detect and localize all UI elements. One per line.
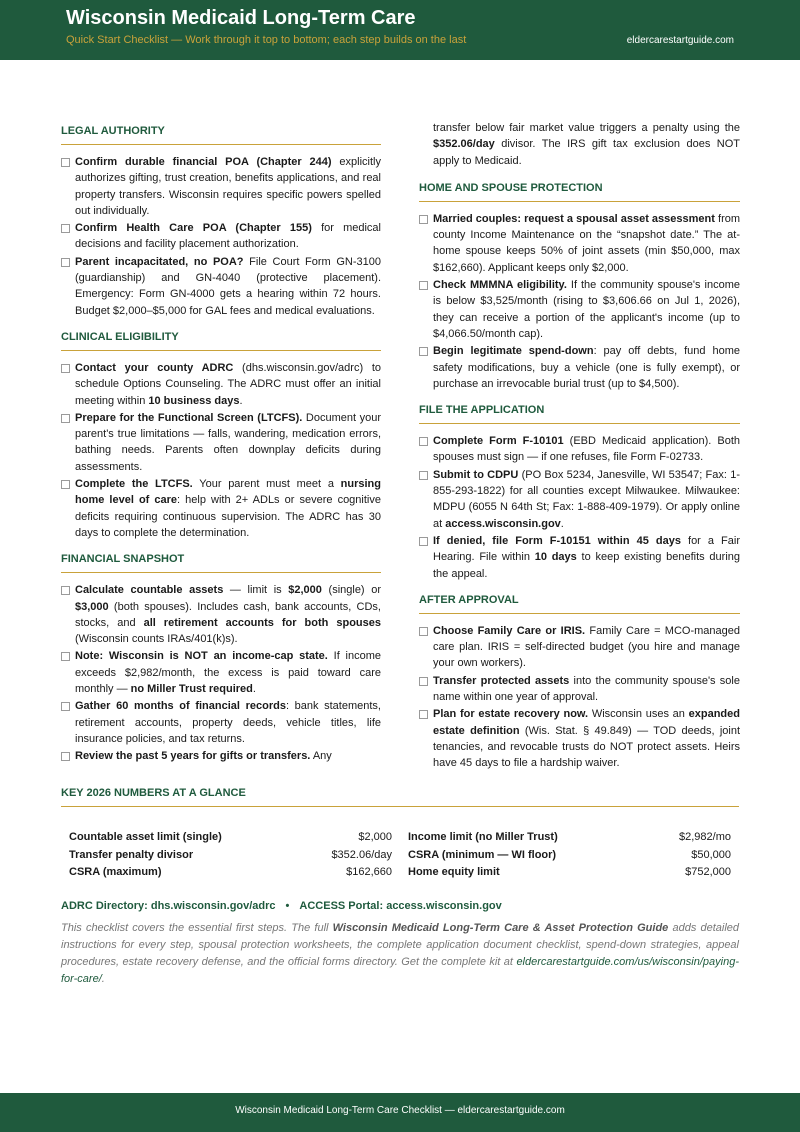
key-number-value: $50,000 bbox=[691, 848, 731, 861]
section-title-after-approval: AFTER APPROVAL bbox=[419, 589, 740, 614]
checklist-item bbox=[419, 277, 740, 342]
page-footer bbox=[0, 1093, 800, 1132]
key-number-value: $2,000 bbox=[358, 831, 392, 843]
item-text: for a Fair Hearing. File within bbox=[433, 534, 740, 564]
item-text: — limit is bbox=[223, 584, 289, 597]
item-bold-text: $352.06/day bbox=[433, 138, 495, 151]
key-number-label: Home equity limit bbox=[408, 866, 500, 878]
item-bold-text: Submit to CDPU bbox=[433, 468, 519, 481]
key-number-value: $2,982/mo bbox=[679, 831, 731, 843]
item-text: If the community spouse's income is below $3,525/month (rising to $3,606.66 on Jul 1, 2026), they can receive a portion of the applicant's income (up to $4,066.50/month cap). bbox=[433, 279, 740, 340]
checklist-item bbox=[61, 476, 381, 541]
key-number-label: CSRA (minimum — WI floor) bbox=[408, 848, 557, 861]
checkbox-icon[interactable] bbox=[419, 471, 428, 480]
item-text: transfer below fair market value triggers a penalty using the bbox=[433, 122, 740, 134]
checklist-item bbox=[419, 533, 740, 582]
item-bold-text: no Miller Trust required bbox=[130, 683, 253, 696]
item-bold-text: all retirement accounts for both spouses bbox=[143, 616, 381, 629]
item-bold-text: Married couples: request a spousal asset assessment bbox=[433, 212, 715, 225]
item-bold-text: Check MMMNA eligibility. bbox=[433, 279, 567, 292]
item-bold-text: 10 days bbox=[534, 551, 577, 564]
checkbox-icon[interactable] bbox=[419, 215, 428, 224]
footer-text: Wisconsin Medicaid Long-Term Care Checklist — eldercarestartguide.com bbox=[235, 1105, 565, 1116]
note-text: . bbox=[101, 973, 105, 985]
key-numbers-section bbox=[61, 782, 739, 882]
checklist-item bbox=[61, 410, 381, 475]
checkbox-icon[interactable] bbox=[61, 752, 70, 761]
item-bold-text: access.wisconsin.gov bbox=[445, 517, 561, 530]
item-text: : help with 2+ ADLs or severe cognitive deficits requiring continuous supervision. The ADRC has 30 days to complete the determination. bbox=[75, 494, 381, 539]
item-text: File Court Form GN-3100 (guardianship) and GN-4040 (protective placement). Emergency: Form GN-4000 gets a hearing within 72 hours. Budget $2,000–$5,000 for GAL fees and medical evaluations. bbox=[75, 255, 381, 317]
key-number-value: $752,000 bbox=[685, 866, 731, 878]
key-number-label: Transfer penalty divisor bbox=[69, 848, 194, 861]
checklist-item bbox=[419, 211, 740, 276]
checklist-item bbox=[419, 623, 740, 672]
checkbox-icon[interactable] bbox=[419, 347, 428, 356]
item-bold-text: Complete the LTCFS. bbox=[75, 478, 193, 491]
checkbox-icon[interactable] bbox=[61, 480, 70, 489]
item-text: for medical decisions and facility placement authorization. bbox=[75, 222, 381, 251]
item-text: Your parent must meet a bbox=[192, 478, 341, 491]
item-bold-text: Plan for estate recovery now. bbox=[433, 708, 589, 721]
checkbox-icon[interactable] bbox=[61, 586, 70, 595]
resource-links bbox=[61, 900, 502, 912]
key-numbers-table bbox=[61, 807, 739, 882]
item-bold-text: nursing home level of care bbox=[75, 478, 381, 507]
key-number-row bbox=[69, 847, 392, 865]
checkbox-icon[interactable] bbox=[419, 281, 428, 290]
item-text: : bank statements, retirement accounts, property deeds, vehicle titles, life insurance policies, and tax returns. bbox=[75, 700, 381, 745]
item-text: . bbox=[252, 683, 256, 696]
item-text: (dhs.wisconsin.gov/adrc) to schedule Options Counseling. The ADRC must offer an initial meeting within bbox=[75, 361, 381, 407]
item-text: : pay off debts, fund home safety modifications, buy a vehicle (one is fully exempt), or purchase an irrevocable burial trust (up to $4,500). bbox=[433, 345, 740, 390]
checkbox-icon[interactable] bbox=[61, 364, 70, 373]
item-bold-text: Parent incapacitated, no POA? bbox=[75, 255, 244, 268]
access-portal-link[interactable]: ACCESS Portal: access.wisconsin.gov bbox=[299, 900, 502, 912]
section-title-key-numbers: KEY 2026 NUMBERS AT A GLANCE bbox=[61, 782, 739, 807]
item-text: (both spouses). Includes cash, bank accounts, CDs, stocks, and bbox=[75, 600, 381, 629]
key-number-row bbox=[408, 847, 731, 865]
section-title-home-spouse: HOME AND SPOUSE PROTECTION bbox=[419, 177, 740, 202]
checklist-item bbox=[419, 467, 740, 532]
item-bold-text: Review the past 5 years for gifts or transfers. bbox=[75, 750, 311, 763]
checkbox-icon[interactable] bbox=[419, 710, 428, 719]
item-bold-text: If denied, file Form F-10151 within 45 days bbox=[433, 534, 681, 547]
item-bold-text: Contact your county ADRC bbox=[75, 361, 234, 374]
page-subtitle: Quick Start Checklist — Work through it top to bottom; each step builds on the last bbox=[66, 34, 467, 46]
key-number-label: Countable asset limit (single) bbox=[69, 831, 222, 843]
note-text: This checklist covers the essential first steps. The full bbox=[61, 922, 333, 934]
item-text: (Wis. Stat. § 49.849) — TOD deeds, joint tenancies, and revocable trusts do NOT protect assets. Heirs have 45 days to file a hardship waiver. bbox=[433, 724, 740, 770]
key-numbers-column-left bbox=[69, 829, 400, 882]
item-bold-text: $3,000 bbox=[75, 600, 109, 613]
item-text: (single) or bbox=[321, 584, 381, 597]
checkbox-icon[interactable] bbox=[419, 677, 428, 686]
guide-title: Wisconsin Medicaid Long-Term Care & Asset Protection Guide bbox=[332, 922, 669, 934]
checklist-item bbox=[61, 254, 381, 319]
item-bold-text: $2,000 bbox=[288, 584, 322, 597]
section-title-financial-snapshot: FINANCIAL SNAPSHOT bbox=[61, 548, 381, 573]
item-text: into the community spouse's sole name within one year of approval. bbox=[433, 674, 740, 704]
checkbox-icon[interactable] bbox=[419, 537, 428, 546]
key-numbers-column-right bbox=[400, 829, 731, 882]
key-number-row bbox=[69, 829, 392, 847]
checklist-item bbox=[61, 154, 381, 219]
section-title-legal-authority: LEGAL AUTHORITY bbox=[61, 120, 381, 145]
note-text: adds detailed instructions for every step, spousal protection worksheets, the complete application document checklist, spend-down strategies, appeal procedures, estate recovery defense, and the official forms directory. Get the complete kit at bbox=[61, 922, 740, 968]
item-bold-text: 10 business days bbox=[148, 394, 240, 407]
item-bold-text: Gather 60 months of financial records bbox=[75, 700, 286, 713]
key-number-value: $352.06/day bbox=[331, 848, 392, 861]
page-header bbox=[0, 0, 800, 60]
checklist-item bbox=[419, 433, 740, 466]
checklist-item-continuation bbox=[433, 120, 740, 169]
item-text: . bbox=[560, 517, 564, 530]
item-text: . bbox=[239, 394, 243, 407]
item-text: (EBD Medicaid application). Both spouses must sign — if one refuses, file Form F-02733. bbox=[433, 435, 741, 464]
item-bold-text: Prepare for the Functional Screen (LTCFS). bbox=[75, 411, 303, 424]
item-text: Wisconsin uses an bbox=[588, 708, 689, 721]
link-separator: • bbox=[285, 900, 290, 912]
item-text: divisor. The IRS gift tax exclusion does NOT apply to Medicaid. bbox=[433, 138, 740, 167]
item-bold-text: Note: Wisconsin is NOT an income-cap state. bbox=[75, 650, 328, 663]
item-text: explicitly authorizes gifting, trust creation, benefits applications, and real property transfers. Wisconsin requires specific powers spelled out individually. bbox=[75, 156, 382, 217]
key-number-row bbox=[408, 829, 731, 847]
checklist-item bbox=[61, 698, 381, 747]
item-text: Document your parent's true limitations — falls, wandering, medication errors, bathing needs. Parents often downplay deficits during assessments. bbox=[75, 411, 381, 473]
item-text: from county Income Maintenance on the “snapshot date.” The at-home spouse keeps 50% of joint assets (min $50,000, max $162,660). Applicant keeps only $2,000. bbox=[433, 212, 741, 274]
left-column bbox=[61, 120, 381, 766]
checklist-item bbox=[61, 582, 381, 647]
adrc-directory-link[interactable]: ADRC Directory: dhs.wisconsin.gov/adrc bbox=[61, 900, 276, 912]
checklist-item bbox=[61, 220, 381, 253]
key-number-row bbox=[408, 864, 731, 882]
checklist-item bbox=[61, 648, 381, 697]
item-bold-text: Choose Family Care or IRIS. bbox=[433, 624, 586, 637]
checkbox-icon[interactable] bbox=[419, 437, 428, 446]
checkbox-icon[interactable] bbox=[61, 258, 70, 267]
item-bold-text: expanded estate definition bbox=[433, 708, 740, 737]
right-column bbox=[419, 120, 740, 773]
header-site-link[interactable]: eldercarestartguide.com bbox=[626, 35, 734, 46]
checklist-item bbox=[61, 748, 381, 764]
key-number-value: $162,660 bbox=[346, 866, 392, 878]
key-number-label: CSRA (maximum) bbox=[69, 866, 162, 878]
item-text: (PO Box 5234, Janesville, WI 53547; Fax: 1-855-293-1822) for all counties except Milwaukee. Milwaukee: MDPU (6055 N 64th St; Fax: 1-888-409-1979). Or apply online at bbox=[433, 468, 740, 530]
guide-note bbox=[61, 920, 739, 988]
checkbox-icon[interactable] bbox=[61, 158, 70, 167]
checklist-item bbox=[419, 673, 740, 706]
item-bold-text: Complete Form F-10101 bbox=[433, 435, 564, 448]
item-bold-text: Confirm Health Care POA (Chapter 155) bbox=[75, 222, 312, 235]
item-text: Family Care = MCO-managed care plan. IRIS = self-directed budget (you hire and manage your own workers). bbox=[433, 624, 740, 670]
section-title-file-application: FILE THE APPLICATION bbox=[419, 399, 740, 424]
checkbox-icon[interactable] bbox=[61, 414, 70, 423]
item-text: If income exceeds $2,982/month, the excess is paid toward care monthly — bbox=[75, 650, 381, 696]
item-text: to keep existing benefits during the appeal. bbox=[433, 551, 740, 580]
item-text: (Wisconsin counts IRAs/401(k)s). bbox=[75, 633, 238, 646]
section-title-clinical-eligibility: CLINICAL ELIGIBILITY bbox=[61, 326, 381, 351]
checklist-item bbox=[419, 706, 740, 771]
checkbox-icon[interactable] bbox=[61, 224, 70, 233]
checklist-item bbox=[419, 343, 740, 392]
checkbox-icon[interactable] bbox=[61, 702, 70, 711]
checklist-item bbox=[61, 360, 381, 409]
checkbox-icon[interactable] bbox=[61, 652, 70, 661]
item-bold-text: Begin legitimate spend-down bbox=[433, 345, 594, 358]
key-number-row bbox=[69, 864, 392, 882]
guide-url-link[interactable]: eldercarestartguide.com/us/wisconsin/paying-for-care/ bbox=[61, 956, 739, 985]
page-title: Wisconsin Medicaid Long-Term Care bbox=[66, 7, 416, 29]
key-number-label: Income limit (no Miller Trust) bbox=[408, 831, 558, 843]
item-bold-text: Confirm durable financial POA (Chapter 244) bbox=[75, 156, 332, 168]
item-bold-text: Transfer protected assets bbox=[433, 674, 570, 687]
checkbox-icon[interactable] bbox=[419, 627, 428, 636]
item-text: Any bbox=[310, 750, 332, 763]
item-bold-text: Calculate countable assets bbox=[75, 584, 224, 597]
